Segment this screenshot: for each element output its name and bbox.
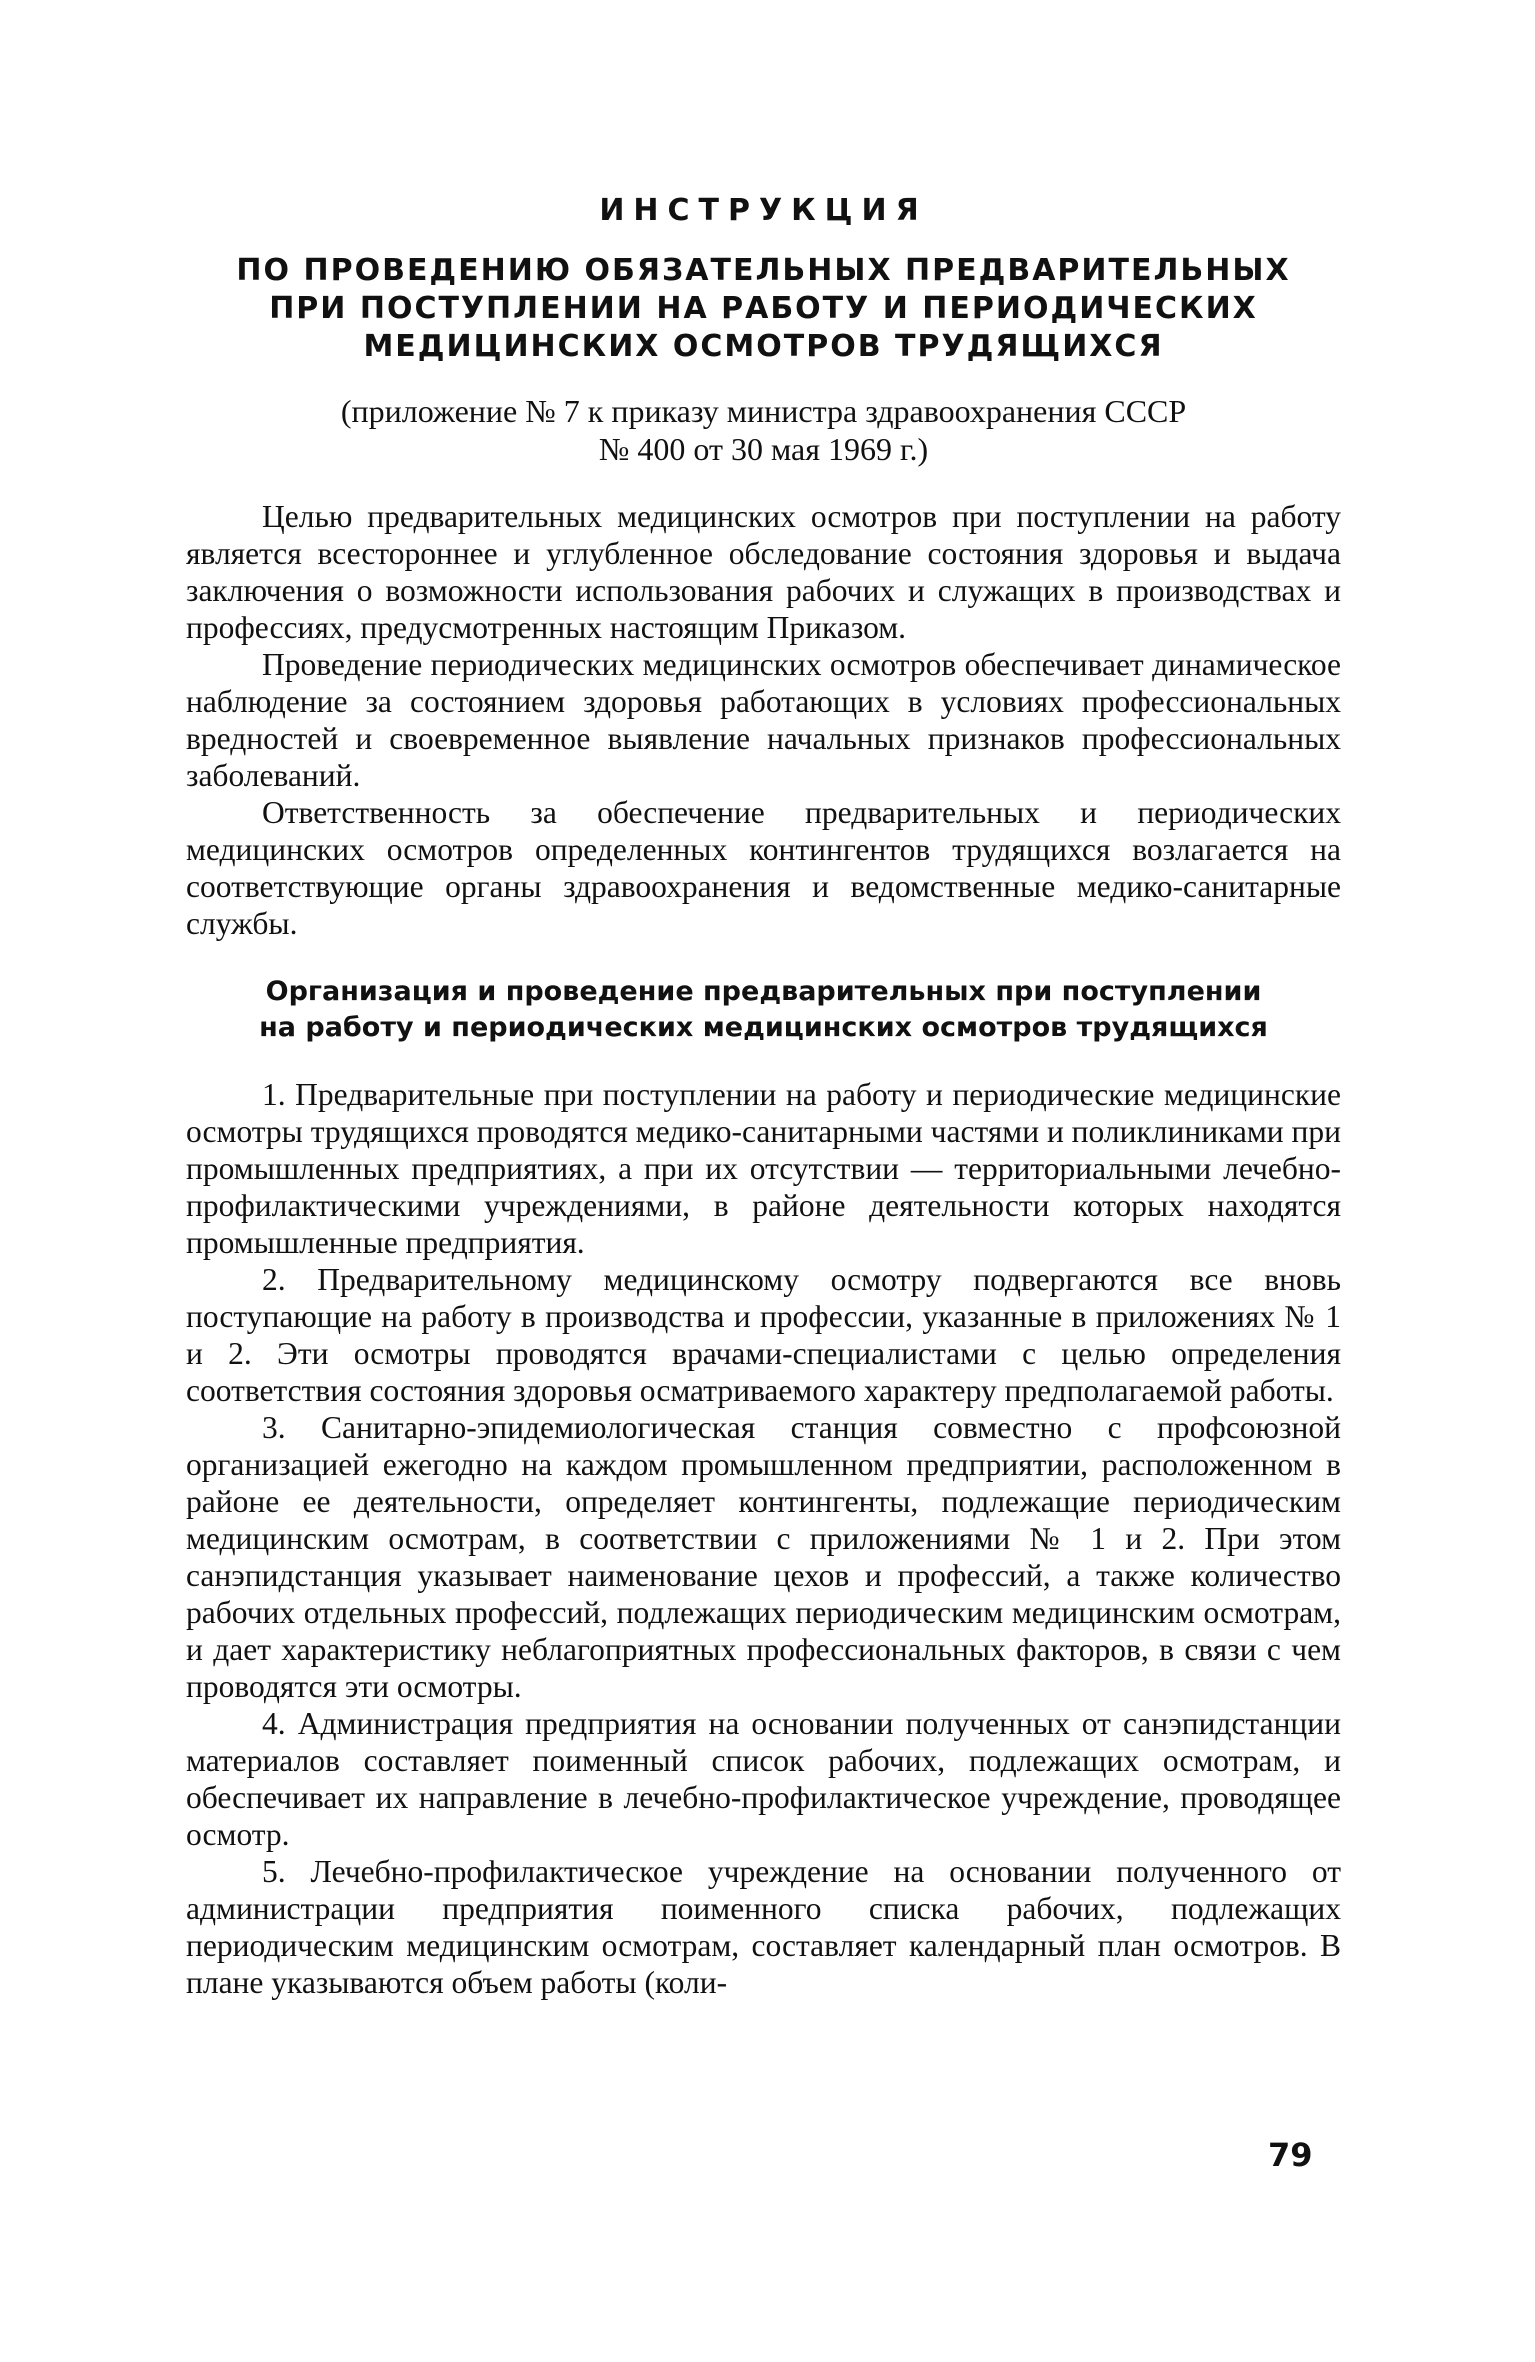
subtitle-line: ПРИ ПОСТУПЛЕНИИ НА РАБОТУ И ПЕРИОДИЧЕСКИХ (269, 291, 1258, 326)
page-number: 79 (1268, 2136, 1313, 2174)
intro-paragraph: Проведение периодических медицинских осмотров обеспечивает динамическое наблюдение за состоянием здоровья работающих в условиях профессиональных вредностей и своевременное выявление начальных признаков профессиональных заболеваний. (186, 647, 1341, 793)
section-heading (186, 974, 1341, 1046)
document-subtitle (186, 252, 1341, 366)
appendix-line: (приложение № 7 к приказу министра здравоохранения СССР (340, 393, 1187, 429)
numbered-paragraph: 4. Администрация предприятия на основании полученных от санэпидстанции материалов составляет поименный список рабочих, подлежащих осмотрам, и обеспечивает их направление в лечебно-профилактическое учреждение, проводящее осмотр. (186, 1706, 1341, 1852)
section-heading-line: на работу и периодических медицинских осмотров трудящихся (259, 1012, 1268, 1043)
intro-paragraph: Целью предварительных медицинских осмотров при поступлении на работу является всестороннее и углубленное обследование состояния здоровья и выдача заключения о возможности использования рабочих и служащих в производствах и профессиях, предусмотренных настоящим Приказом. (186, 499, 1341, 645)
appendix-reference (186, 392, 1341, 468)
appendix-line: № 400 от 30 мая 1969 г.) (598, 431, 929, 467)
subtitle-line: МЕДИЦИНСКИХ ОСМОТРОВ ТРУДЯЩИХСЯ (363, 329, 1164, 364)
document-page (186, 193, 1341, 2001)
numbered-paragraph: 1. Предварительные при поступлении на работу и периодические медицинские осмотры трудящихся проводятся медико-санитарными частями и поликлиниками при промышленных предприятиях, а при их отсутствии — территориальными лечебно-профилактическими учреждениями, в районе деятельности которых находятся промышленные предприятия. (186, 1077, 1341, 1260)
numbered-paragraph: 3. Санитарно-эпидемиологическая станция совместно с профсоюзной организацией ежегодно на каждом промышленном предприятии, расположенном в районе ее деятельности, определяет контингенты, подлежащие периодическим медицинским осмотрам, в соответствии с приложениями № 1 и 2. При этом санэпидстанция указывает наименование цехов и профессий, а также количество рабочих отдельных профессий, подлежащих периодическим медицинским осмотрам, и дает характеристику неблагоприятных профессиональных факторов, в связи с чем проводятся эти осмотры. (186, 1410, 1341, 1704)
section-heading-line: Организация и проведение предварительных при поступлении (265, 976, 1262, 1007)
numbered-paragraph: 5. Лечебно-профилактическое учреждение на основании полученного от администрации предприятия поименного списка рабочих, подлежащих периодическим медицинским осмотрам, составляет календарный план осмотров. В плане указываются объем работы (коли- (186, 1854, 1341, 2000)
numbered-paragraph: 2. Предварительному медицинскому осмотру подвергаются все вновь поступающие на работу в производства и профессии, указанные в приложениях № 1 и 2. Эти осмотры проводятся врачами-специалистами с целью определения соответствия состояния здоровья осматриваемого характеру предполагаемой работы. (186, 1262, 1341, 1408)
document-title: ИНСТРУКЦИЯ (599, 193, 928, 228)
subtitle-line: ПО ПРОВЕДЕНИЮ ОБЯЗАТЕЛЬНЫХ ПРЕДВАРИТЕЛЬНЫХ (236, 253, 1291, 288)
intro-paragraph: Ответственность за обеспечение предварительных и периодических медицинских осмотров определенных контингентов трудящихся возлагается на соответствующие органы здравоохранения и ведомственные медико-санитарные службы. (186, 795, 1341, 941)
